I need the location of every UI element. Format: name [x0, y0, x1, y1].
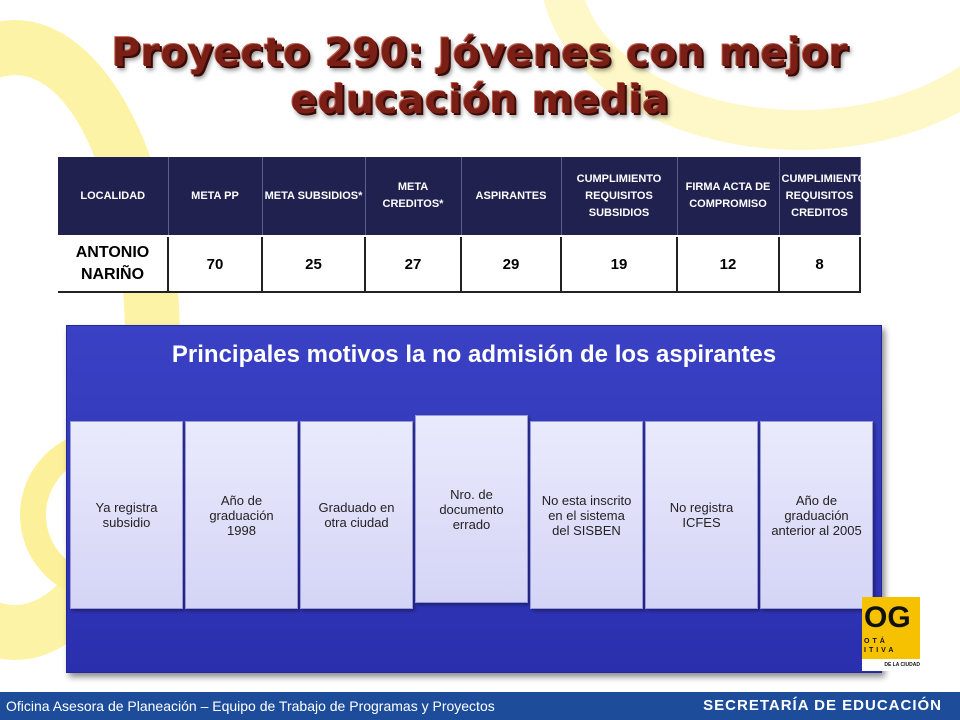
header-meta-creditos: META CREDITOS*	[365, 157, 461, 236]
cell-cumplimiento-creditos: 8	[779, 236, 860, 292]
logo-subtitle: OTÁ ITIVA	[864, 638, 897, 654]
reason-box: Nro. de documento errado	[415, 415, 528, 603]
reasons-panel	[66, 325, 882, 673]
header-meta-subsidios: META SUBSIDIOS*	[262, 157, 365, 236]
cell-meta-creditos: 27	[365, 236, 461, 292]
cell-localidad: ANTONIO NARIÑO	[58, 236, 168, 292]
summary-table	[58, 157, 867, 293]
header-aspirantes: ASPIRANTES	[461, 157, 561, 236]
reason-box: Año de graduación anterior al 2005	[760, 421, 873, 609]
header-cumplimiento-subsidios: CUMPLIMIENTO REQUISITOS SUBSIDIOS	[561, 157, 677, 236]
cell-meta-pp: 70	[168, 236, 262, 292]
reason-box: Año de graduación 1998	[185, 421, 298, 609]
header-cumplimiento-creditos: CUMPLIMIENTO REQUISITOS CREDITOS	[779, 157, 860, 236]
reason-box: No esta inscrito en el sistema del SISBEN	[530, 421, 643, 609]
header-firma-acta: FIRMA ACTA DE COMPROMISO	[677, 157, 779, 236]
table-row	[58, 236, 860, 292]
cell-aspirantes: 29	[461, 236, 561, 292]
cell-firma-acta: 12	[677, 236, 779, 292]
header-localidad: LOCALIDAD	[58, 157, 168, 236]
cell-meta-subsidios: 25	[262, 236, 365, 292]
footer-bar	[0, 692, 960, 720]
table-header-row	[58, 157, 860, 236]
logo-letters: OG	[864, 601, 911, 634]
footer-secretaria-text: SECRETARÍA DE EDUCACIÓN	[703, 697, 942, 714]
footer-office-text: Oficina Asesora de Planeación – Equipo de Trabajo de Programas y Proyectos	[6, 698, 495, 714]
slide-title: Proyecto 290: Jóvenes con mejor educación media	[111, 31, 849, 123]
reason-box: No registra ICFES	[645, 421, 758, 609]
panel-title: Principales motivos la no admisión de los aspirantes	[171, 341, 777, 368]
logo-foot: DE LA CIUDAD	[862, 659, 920, 671]
cell-cumplimiento-subsidios: 19	[561, 236, 677, 292]
reason-box: Graduado en otra ciudad	[300, 421, 413, 609]
reason-box: Ya registra subsidio	[70, 421, 183, 609]
header-meta-pp: META PP	[168, 157, 262, 236]
bogota-positiva-logo	[862, 597, 920, 671]
